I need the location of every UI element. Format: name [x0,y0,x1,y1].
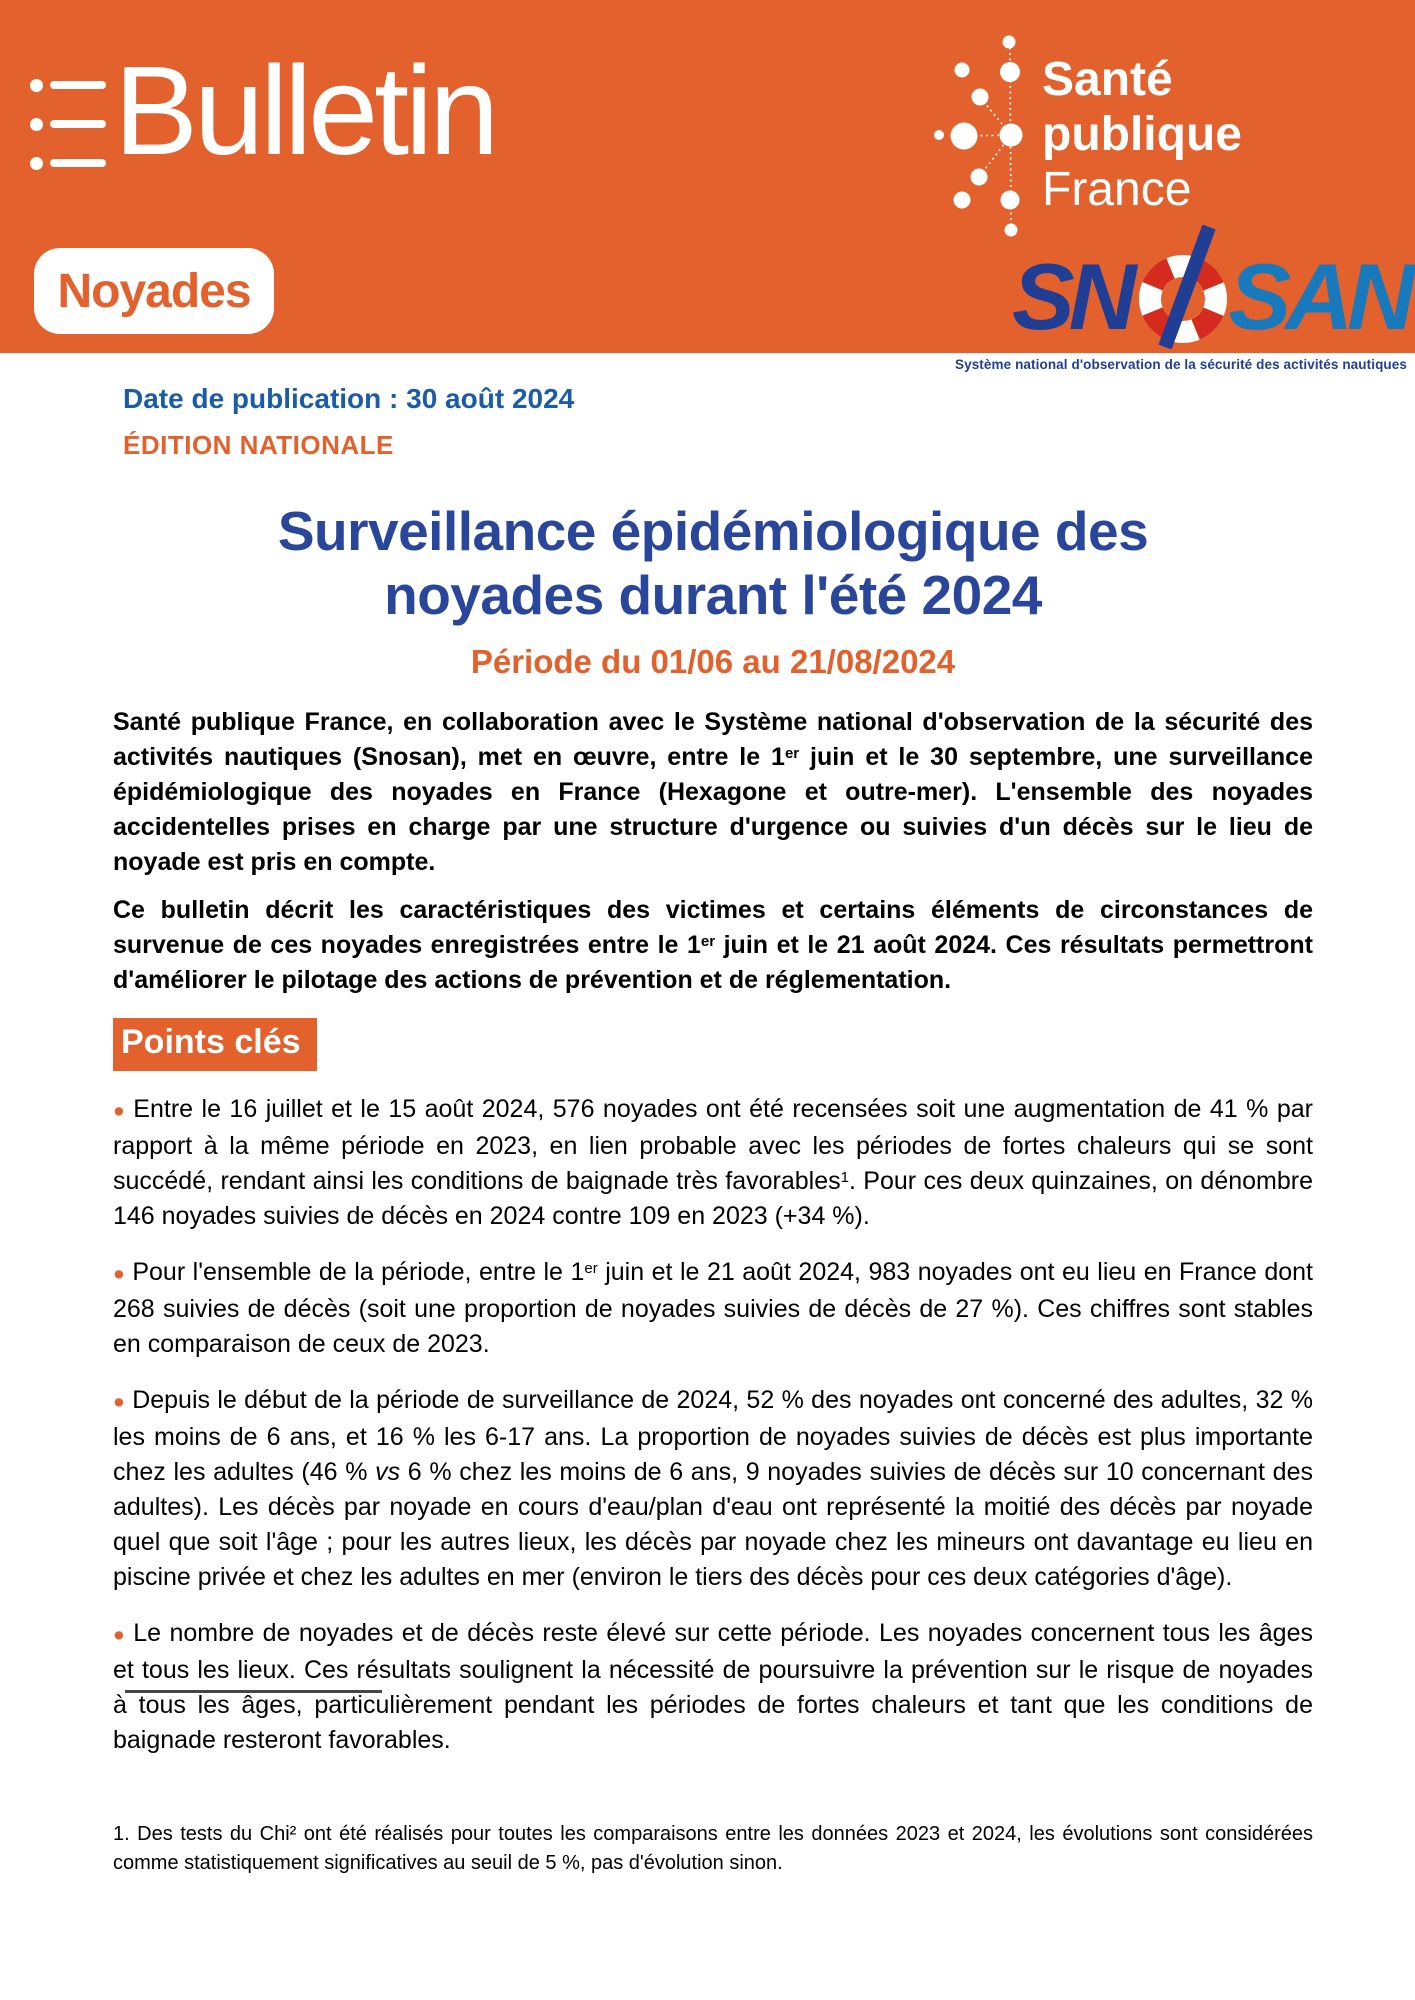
bullet-text-2: Pour l'ensemble de la période, entre le 1er juin et le 21 août 2024, 983 noyades ont eu lieu en France dont 268 suivies de décès (soit une proportion de noyades suivies de décès de 27 %). Ces chiffres sont stables en comparaison de ceux de 2023. [113,1258,1313,1358]
bullet-dot: ● [113,1100,127,1122]
bullet-dot: ● [113,1391,126,1413]
list-icon [30,78,106,170]
title-line-1: Surveillance épidémiologique des [277,500,1149,562]
edition-label: ÉDITION NATIONALE [123,430,394,460]
snosan-tagline: Système national d'observation de la sécurité des activités nautiques [954,357,1407,372]
footnote-text: 1. Des tests du Chi² ont été réalisés pour toutes les comparaisons entre les données 2023 et 2024, les évolutions sont considérées comme statistiquement significatives au seuil de 5 %, pas d'évolution sinon. [113,1823,1313,1874]
bullet-text-4: Le nombre de noyades et de décès reste élevé sur cette période. Les noyades concernent tous les âges et tous les lieux. Ces résultats soulignent la nécessité de poursuivre la prévention sur le risque de noyades à tous les âges, particulièrement pendant les périodes de fortes chaleurs et tant que les conditions de baignade resteront favorables. [113,1619,1313,1754]
topic-badge [34,248,274,334]
document-body [113,353,1313,1758]
points-cles-label: Points clés [121,1023,301,1061]
spf-network-icon [925,28,1025,242]
spf-logo-text [1042,52,1242,217]
bullet-item-3 [113,1383,1313,1595]
spf-line-1: Santé [1042,53,1173,106]
bullet-dot: ● [113,1624,127,1646]
spf-line-3: France [1042,163,1192,216]
points-cles-heading [113,1018,317,1071]
bullet-item-1 [113,1092,1313,1234]
snosan-logo [1012,244,1409,349]
bullet-item-2 [113,1255,1313,1362]
snosan-text-sn: SN [1011,243,1131,349]
bullet-item-4 [113,1616,1313,1758]
lifebuoy-icon [1129,225,1237,349]
intro-paragraph-2: Ce bulletin décrit les caractéristiques des victimes et certains éléments de circonstances de survenue de ces noyades enregistrées entre le 1er juin et le 21 août 2024. Ces résultats permettront d'améliorer le pilotage des actions de prévention et de réglementation. [113,896,1313,994]
period-subtitle: Période du 01/06 au 21/08/2024 [470,643,956,680]
title-line-2: noyades durant l'été 2024 [384,564,1042,626]
bullet-text-3: Depuis le début de la période de surveillance de 2024, 52 % des noyades ont concerné des adultes, 32 % les moins de 6 ans, et 16 % les 6-17 ans. La proportion de noyades suivies de décès est plus importante chez les adultes (46 % vs 6 % chez les moins de 6 ans, 9 noyades suivies de décès sur 10 concernant des adultes). Les décès par noyade en cours d'eau/plan d'eau ont représenté la moitié des décès par noyade quel que soit l'âge ; pour les autres lieux, les décès par noyade chez les mineurs ont davantage eu lieu en piscine privée et chez les adultes en mer (environ le tiers des décès pour ces deux catégories d'âge). [113,1386,1313,1591]
topic-badge-label: Noyades [57,264,251,318]
publication-date: Date de publication : 30 août 2024 [123,383,575,414]
snosan-text-san: SAN [1228,243,1409,349]
intro-paragraph-1: Santé publique France, en collaboration avec le Système national d'observation de la sécurité des activités nautiques (Snosan), met en œuvre, entre le 1er juin et le 30 septembre, une surveillance épidémiologique des noyades en France (Hexagone et outre-mer). L'ensemble des noyades accidentelles prises en charge par une structure d'urgence ou suivies d'un décès sur le lieu de noyade est pris en compte. [113,708,1313,876]
spf-line-2: publique [1042,108,1242,161]
header-band [0,0,1415,353]
footnote-rule [125,1690,382,1693]
bullet-text-1: Entre le 16 juillet et le 15 août 2024, 576 noyades ont été recensées soit une augmentation de 41 % par rapport à la même période en 2023, en lien probable avec les périodes de fortes chaleurs qui se sont succédé, rendant ainsi les conditions de baignade très favorables$^1$. Pour ces deux quinzaines, on dénombre 146 noyades suivies de décès en 2024 contre 109 en 2023 (+34 %). [113,1095,1313,1230]
bulletin-logo [30,40,496,181]
page-title [113,499,1313,627]
bullet-dot: ● [113,1263,126,1285]
bulletin-logo-text: Bulletin [114,40,496,181]
